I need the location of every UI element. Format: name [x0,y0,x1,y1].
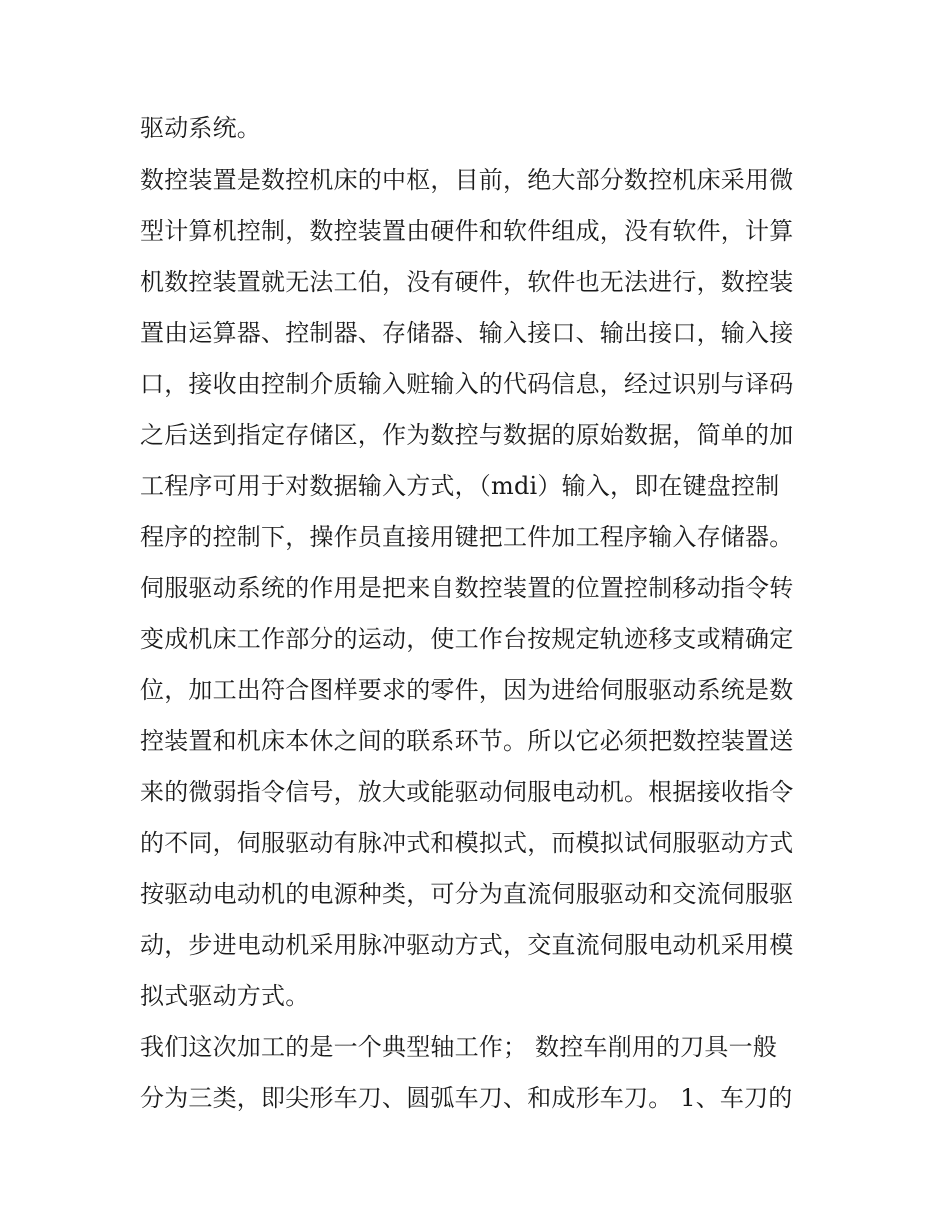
text-line: 机数控装置就无法工伯，没有硬件，软件也无法进行，数控装 [140,268,794,296]
text-line: 伺服驱动系统的作用是把来自数控装置的位置控制移动指令转 [140,574,794,602]
text-line: 位，加工出符合图样要求的零件，因为进给伺服驱动系统是数 [140,676,794,704]
text-line: 的不同，伺服驱动有脉冲式和模拟式，而模拟试伺服驱动方式 [140,829,794,857]
text-line: 变成机床工作部分的运动，使工作台按规定轨迹移支或精确定 [140,625,794,653]
text-line: 之后送到指定存储区，作为数控与数据的原始数据，简单的加 [140,421,794,449]
text-line: 口，接收由控制介质输入赃输入的代码信息，经过识别与译码 [140,370,794,398]
text-line: 分为三类，即尖形车刀、圆弧车刀、和成形车刀。 1、车刀的 [140,1084,793,1112]
text-line: 程序的控制下，操作员直接用键把工件加工程序输入存储器。 [140,523,794,551]
text-line: 动，步进电动机采用脉冲驱动方式，交直流伺服电动机采用模 [140,931,794,959]
text-line: 驱动系统。 [140,114,261,142]
text-line: 型计算机控制，数控装置由硬件和软件组成，没有软件，计算 [140,217,794,245]
text-line: 置由运算器、控制器、存储器、输入接口、输出接口，输入接 [140,319,794,347]
text-line: 按驱动电动机的电源种类，可分为直流伺服驱动和交流伺服驱 [140,880,794,908]
text-line: 控装置和机床本休之间的联系环节。所以它必须把数控装置送 [140,727,794,755]
text-line: 来的微弱指令信号，放大或能驱动伺服电动机。根据接收指令 [140,778,794,806]
text-line: 工程序可用于对数据输入方式，（mdi）输入，即在键盘控制 [140,472,780,500]
text-line: 数控装置是数控机床的中枢，目前，绝大部分数控机床采用微 [140,166,794,194]
text-line: 拟式驱动方式。 [140,982,310,1010]
text-line: 我们这次加工的是一个典型轴工作； 数控车削用的刀具一般 [140,1033,778,1061]
